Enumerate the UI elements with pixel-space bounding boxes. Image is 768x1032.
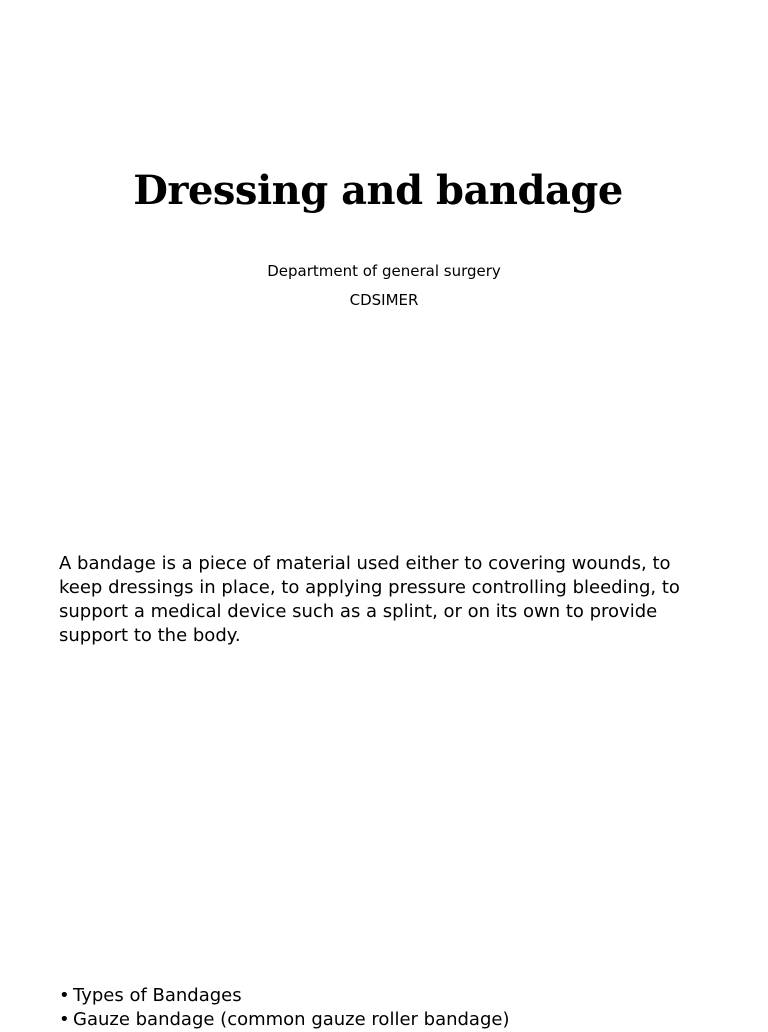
- types-slide: [0, 860, 768, 1030]
- department-subtitle: Department of general surgery: [267, 262, 501, 280]
- bullet-text: Types of Bandages: [73, 985, 242, 1006]
- bullet-icon: •: [59, 1009, 70, 1030]
- bullet-list: [59, 984, 509, 1032]
- slide-title: Dressing and bandage: [133, 167, 623, 214]
- bullet-text: Gauze bandage (common gauze roller bandage): [73, 1009, 510, 1030]
- list-item: [59, 1008, 509, 1032]
- definition-slide: [0, 480, 768, 860]
- bandage-definition-text: A bandage is a piece of material used either to covering wounds, to keep dressings in place, to applying pressure controlling bleeding, to support a medical device such as a splint, or on its own to provide support to the body.: [59, 553, 680, 646]
- institution-subtitle: CDSIMER: [349, 291, 419, 309]
- bullet-icon: •: [59, 985, 70, 1006]
- title-slide: [0, 0, 768, 480]
- list-item: [59, 984, 509, 1008]
